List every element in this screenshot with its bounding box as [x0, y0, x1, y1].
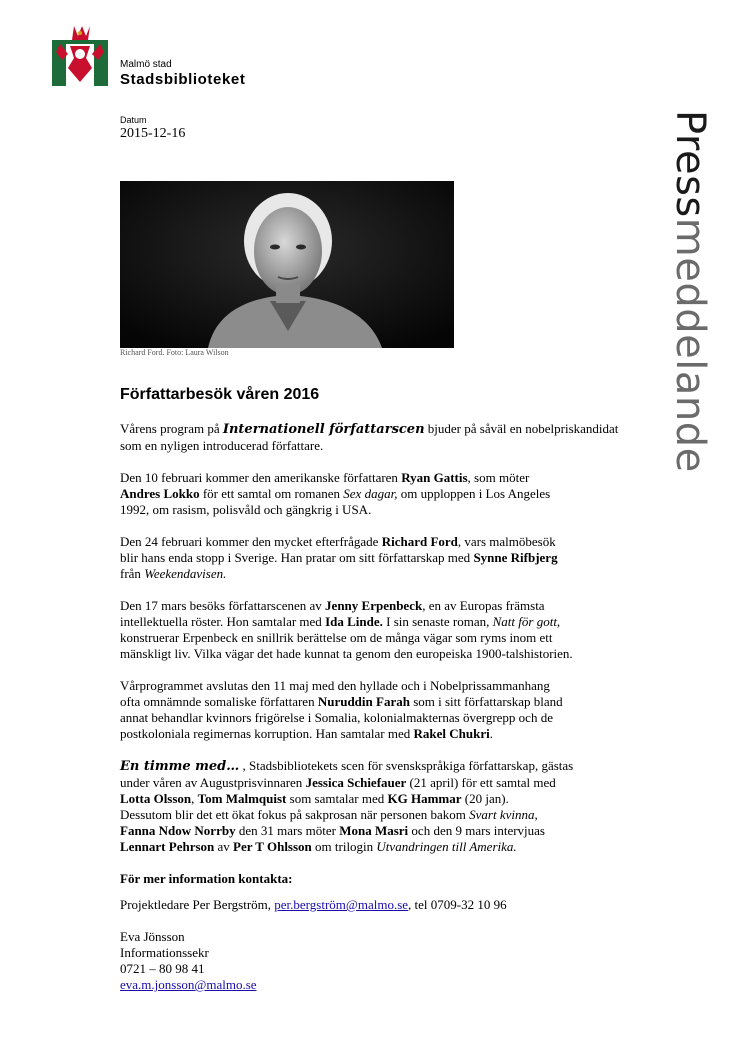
moderator-name: Andres Lokko	[120, 486, 200, 501]
moderator-name: Per T Ohlsson	[233, 839, 312, 854]
contact-role: Informationssekr	[120, 945, 209, 960]
author-name: Tom Malmquist	[197, 791, 287, 806]
date-label: Datum	[120, 115, 147, 125]
text: ,	[191, 791, 198, 806]
text: .	[489, 726, 493, 741]
author-name: Nuruddin Farah	[317, 694, 410, 709]
side-title-light: meddelande	[667, 217, 713, 473]
org-name-small: Malmö stad	[120, 59, 172, 70]
email-link[interactable]: eva.m.jonsson@malmo.se	[120, 977, 257, 992]
org-name-title: Stadsbiblioteket	[120, 71, 246, 88]
text: av	[214, 839, 234, 854]
author-name: Ryan Gattis	[401, 470, 468, 485]
author-name: Lennart Pehrson	[120, 839, 215, 854]
text: som en nyligen introducerad författare.	[120, 438, 324, 453]
text: mänskligt liv. Vilka vägar det hade kunnat ta genom den europeiska 1900-talshistorien.	[120, 646, 573, 661]
text: blir hans enda stopp i Sverige. Han pratar om sitt författarskap med	[120, 550, 474, 565]
series-name: En timme med…	[120, 759, 240, 774]
text: Dessutom blir det ett ökat fokus på sakprosan när personen bakom	[120, 807, 470, 822]
author-photo	[120, 181, 454, 348]
photo-caption: Richard Ford. Foto: Laura Wilson	[120, 348, 229, 357]
text: bjuder på såväl en nobelpriskandidat	[424, 421, 619, 436]
text: , en av Europas främsta	[422, 598, 545, 613]
text: Den 17 mars besöks författarscenen av	[120, 598, 326, 613]
moderator-name: Lotta Olsson	[120, 791, 192, 806]
paragraph-ford	[120, 534, 590, 582]
date-value: 2015-12-16	[120, 126, 186, 141]
text: , som möter	[467, 470, 530, 485]
text: konstruerar Erpenbeck en snillrik berättelse om de många vägar som ryms inom ett	[120, 630, 553, 645]
text: Den 24 februari kommer den mycket efterfrågade	[120, 534, 382, 549]
text: och den 9 mars intervjuas	[408, 823, 545, 838]
text: för ett samtal om romanen	[199, 486, 344, 501]
text: (21 april) för ett samtal med	[406, 775, 556, 790]
author-name: Fanna Ndow Norrby	[120, 823, 236, 838]
text: (20 jan).	[461, 791, 509, 806]
contact-project-lead	[120, 897, 590, 913]
malmo-stad-logo	[52, 24, 108, 86]
paragraph-erpenbeck	[120, 598, 590, 662]
moderator-name: Synne Rifbjerg	[473, 550, 558, 565]
text: , vars malmöbesök	[457, 534, 556, 549]
text: postkoloniala regimernas korruption. Han samtalar med	[120, 726, 414, 741]
text: under våren av Augustprisvinnaren	[120, 775, 306, 790]
text: från	[120, 566, 145, 581]
publication-name: Weekendavisen.	[144, 566, 227, 581]
contact-section	[120, 871, 590, 887]
text: Projektledare Per Bergström,	[120, 897, 275, 912]
text: , tel 0709-32 10 96	[408, 897, 507, 912]
guest-name: KG Hammar	[387, 791, 462, 806]
moderator-name: Rakel Chukri	[413, 726, 490, 741]
paragraph-gattis	[120, 470, 590, 518]
author-name: Richard Ford	[381, 534, 458, 549]
text: som samtalar med	[286, 791, 388, 806]
text: 1992, om rasism, polisvåld och gängkrig i USA.	[120, 502, 372, 517]
article-body	[120, 421, 619, 1009]
page-title: Författarbesök våren 2016	[120, 386, 320, 403]
paragraph-farah	[120, 678, 590, 742]
contact-info-officer	[120, 929, 590, 993]
text: Vårens program på	[120, 421, 223, 436]
text: I sin senaste roman,	[382, 614, 493, 629]
text: om trilogin	[311, 839, 377, 854]
book-title: Svart kvinna	[469, 807, 535, 822]
text: Den 10 februari kommer den amerikanske författaren	[120, 470, 402, 485]
paragraph-en-timme-med: En timme med… , Stadsbibliotekets scen för svenskspråkiga författarskap, gästas under våren av Augustprisvinnaren Jessica Schiefauer (21 april) för ett samtal med Lotta Olsson, Tom Malmquist som samtalar med KG Hammar (20 jan). Dessutom blir det ett ökat fokus på sakprosan när personen bakom Svart kvinna, Fanna Ndow Norrby den 31 mars möter Mona Masri och den 9 mars intervjuas Lennart Pehrson av Per T Ohlsson om trilogin Utvandringen till Amerika.	[120, 758, 574, 854]
text: den 31 mars möter	[235, 823, 340, 838]
contact-phone: 0721 – 80 98 41	[120, 961, 205, 976]
text: intellektuella röster. Hon samtalar med	[120, 614, 326, 629]
book-title: Natt för gott,	[492, 614, 561, 629]
text: Vårprogrammet avslutas den 11 maj med den hyllade och i Nobelprissammanhang	[120, 678, 550, 693]
author-name: Jenny Erpenbeck	[325, 598, 423, 613]
press-release-side-title	[623, 110, 723, 550]
email-link[interactable]: per.bergström@malmo.se	[274, 897, 409, 912]
text: , Stadsbibliotekets scen för svenskspråkiga författarskap, gästas	[239, 758, 574, 773]
text: som i sitt författarskap bland	[409, 694, 563, 709]
event-name: Internationell författarscen	[222, 422, 425, 437]
text: ofta omnämnde somaliske författaren	[120, 694, 318, 709]
paragraph-intro	[120, 421, 619, 454]
contact-heading: För mer information kontakta:	[120, 871, 293, 886]
text: annat behandlar kvinnors frigörelse i Somalia, kolonialmakternas övergrepp och de	[120, 710, 553, 725]
author-name: Jessica Schiefauer	[305, 775, 407, 790]
book-title: Sex dagar,	[343, 486, 398, 501]
book-title: Utvandringen till Amerika.	[376, 839, 517, 854]
contact-name: Eva Jönsson	[120, 929, 185, 944]
side-title-dark: Press	[667, 110, 713, 218]
text: om upploppen i Los Angeles	[397, 486, 551, 501]
moderator-name: Ida Linde.	[325, 614, 383, 629]
moderator-name: Mona Masri	[339, 823, 409, 838]
